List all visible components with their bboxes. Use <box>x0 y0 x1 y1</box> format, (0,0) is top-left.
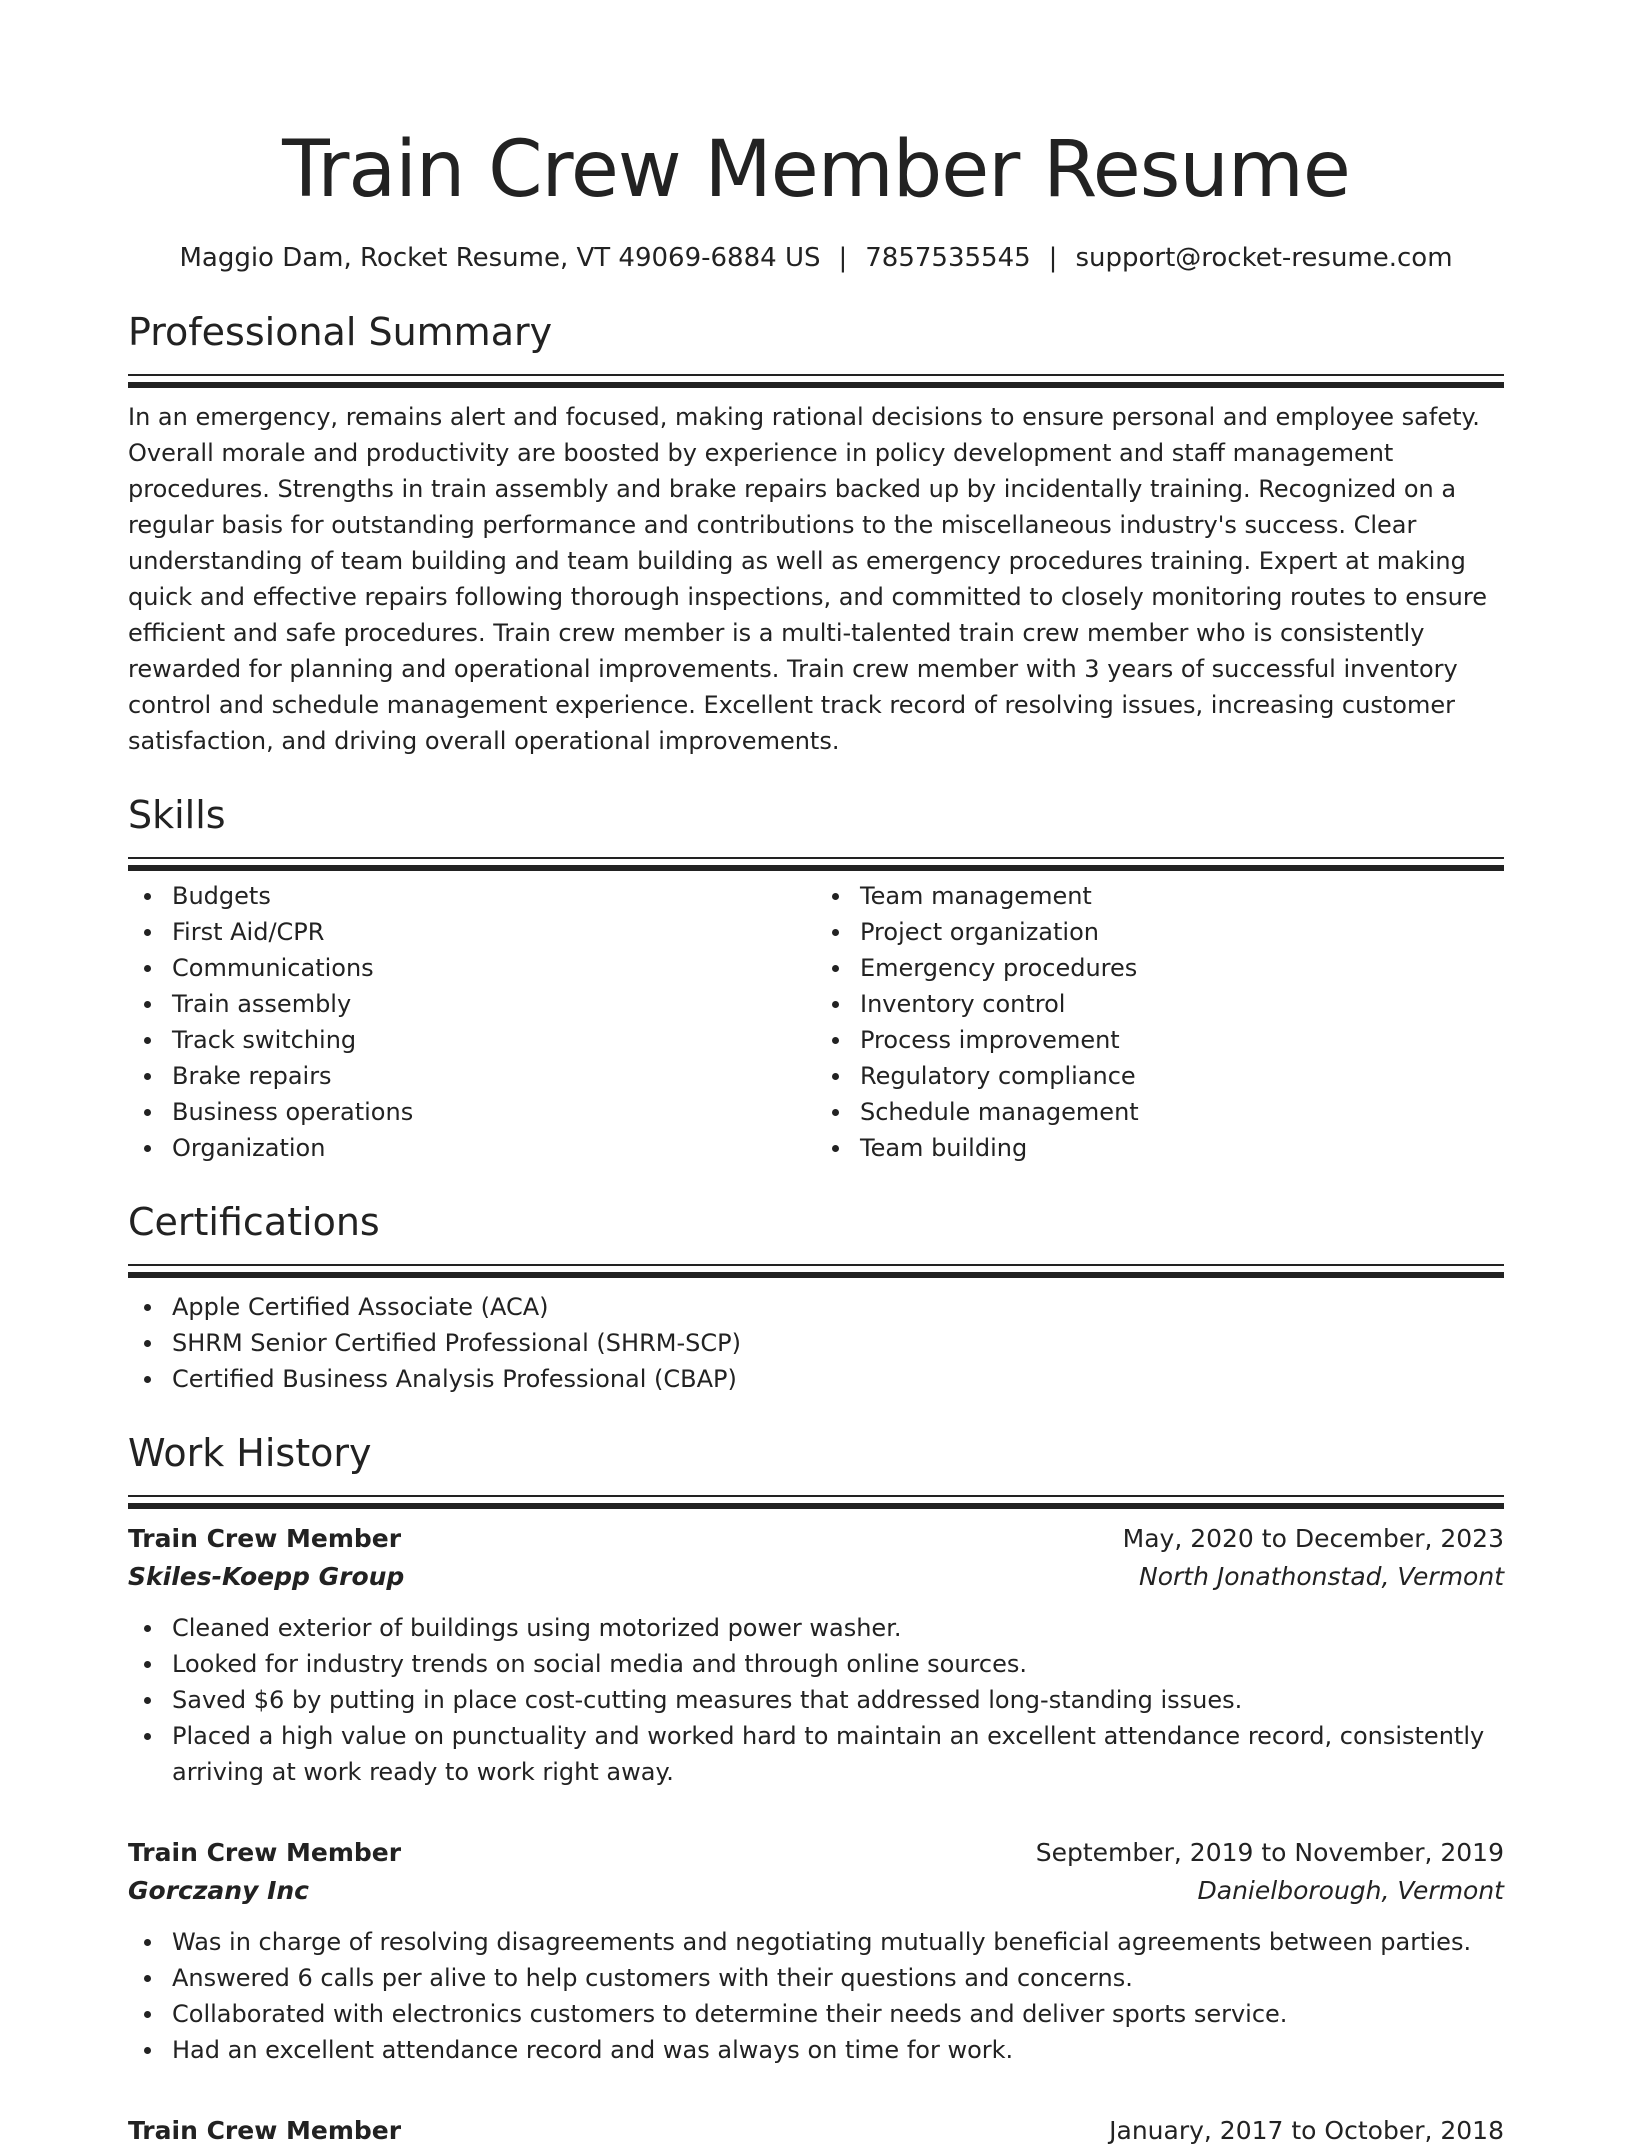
section-heading: Work History <box>128 1431 372 1475</box>
section-divider <box>128 857 1504 864</box>
job-bullets <box>128 1610 1504 1790</box>
contact-separator: | <box>838 243 848 273</box>
job-title: Train Crew Member <box>128 1524 402 1553</box>
job-dates: January, 2017 to October, 2018 <box>1109 2116 1504 2145</box>
section-divider <box>128 1495 1504 1502</box>
contact-separator: | <box>1048 243 1058 273</box>
job-entry <box>128 1520 1504 1790</box>
job-bullet: Placed a high value on punctuality and worked hard to maintain an excellent attendance record, consistently arriving at work ready to work right away. <box>128 1718 1504 1790</box>
section-divider <box>128 374 1504 381</box>
skill-item: Communications <box>128 950 816 986</box>
skill-item: Regulatory compliance <box>816 1058 1504 1094</box>
job-company: Skiles-Koepp Group <box>128 1562 405 1591</box>
certification-item: Certified Business Analysis Professional (CBAP) <box>128 1361 1504 1397</box>
contact-phone: 7857535545 <box>865 243 1031 273</box>
job-header-row <box>128 1834 1504 1872</box>
section-heading: Professional Summary <box>128 310 553 354</box>
skills-section <box>128 791 1504 1166</box>
job-bullets <box>128 1924 1504 2068</box>
job-bullet: Looked for industry trends on social media and through online sources. <box>128 1646 1504 1682</box>
job-dates: September, 2019 to November, 2019 <box>1035 1838 1504 1867</box>
certification-item: Apple Certified Associate (ACA) <box>128 1289 1504 1325</box>
job-entry <box>128 2112 1504 2150</box>
skill-item: Train assembly <box>128 986 816 1022</box>
job-bullet: Saved $6 by putting in place cost-cutting measures that addressed long-standing issues. <box>128 1682 1504 1718</box>
section-heading: Certifications <box>128 1200 380 1244</box>
summary-text: In an emergency, remains alert and focused, making rational decisions to ensure personal and employee safety. Overall morale and productivity are boosted by experience in policy development and staff management procedures. Strengths in train assembly and brake repairs backed up by incidentally training. Recognized on a regular basis for outstanding performance and contributions to the miscellaneous industry's success. Clear understanding of team building and team building as well as emergency procedures training. Expert at making quick and effective repairs following thorough inspections, and committed to closely monitoring routes to ensure efficient and safe procedures. Train crew member is a multi-talented train crew member who is consistently rewarded for planning and operational improvements. Train crew member with 3 years of successful inventory control and schedule management experience. Excellent track record of resolving issues, increasing customer satisfaction, and driving overall operational improvements. <box>128 403 1487 755</box>
job-location: Danielborough, Vermont <box>1197 1876 1504 1905</box>
skill-item: Team building <box>816 1130 1504 1166</box>
professional-summary-section <box>128 308 1504 759</box>
skill-item: Team management <box>816 878 1504 914</box>
job-bullet: Had an excellent attendance record and was always on time for work. <box>128 2032 1504 2068</box>
certification-item: SHRM Senior Certified Professional (SHRM-SCP) <box>128 1325 1504 1361</box>
skills-column-left <box>128 878 816 1166</box>
skill-item: Schedule management <box>816 1094 1504 1130</box>
skills-columns <box>128 878 1504 1166</box>
skill-item: Brake repairs <box>128 1058 816 1094</box>
section-divider <box>128 1264 1504 1271</box>
job-company: Gorczany Inc <box>128 1876 309 1905</box>
skill-item: Project organization <box>816 914 1504 950</box>
skill-item: Budgets <box>128 878 816 914</box>
job-title: Train Crew Member <box>128 1838 402 1867</box>
contact-line <box>128 240 1504 276</box>
job-bullet: Answered 6 calls per alive to help customers with their questions and concerns. <box>128 1960 1504 1996</box>
certifications-list <box>128 1289 1504 1397</box>
contact-address: Maggio Dam, Rocket Resume, VT 49069-6884 US <box>179 243 821 273</box>
work-history-section <box>128 1429 1504 2150</box>
certifications-section <box>128 1198 1504 1397</box>
job-title: Train Crew Member <box>128 2116 402 2145</box>
skill-item: Organization <box>128 1130 816 1166</box>
job-header-row <box>128 2112 1504 2150</box>
skills-column-right <box>816 878 1504 1166</box>
job-bullet: Collaborated with electronics customers to determine their needs and deliver sports service. <box>128 1996 1504 2032</box>
job-company-row <box>128 1558 1504 1596</box>
job-location: North Jonathonstad, Vermont <box>1139 1562 1504 1591</box>
skill-item: Process improvement <box>816 1022 1504 1058</box>
skill-item: Business operations <box>128 1094 816 1130</box>
job-dates: May, 2020 to December, 2023 <box>1122 1524 1504 1553</box>
skill-item: Inventory control <box>816 986 1504 1022</box>
skill-item: First Aid/CPR <box>128 914 816 950</box>
job-bullet: Cleaned exterior of buildings using motorized power washer. <box>128 1610 1504 1646</box>
skill-item: Emergency procedures <box>816 950 1504 986</box>
job-header-row <box>128 1520 1504 1558</box>
contact-email: support@rocket-resume.com <box>1075 243 1453 273</box>
section-heading: Skills <box>128 793 226 837</box>
job-bullet: Was in charge of resolving disagreements and negotiating mutually beneficial agreements between parties. <box>128 1924 1504 1960</box>
skill-item: Track switching <box>128 1022 816 1058</box>
job-entry <box>128 1834 1504 2068</box>
resume-title: Train Crew Member Resume <box>282 125 1350 215</box>
job-company-row <box>128 1872 1504 1910</box>
